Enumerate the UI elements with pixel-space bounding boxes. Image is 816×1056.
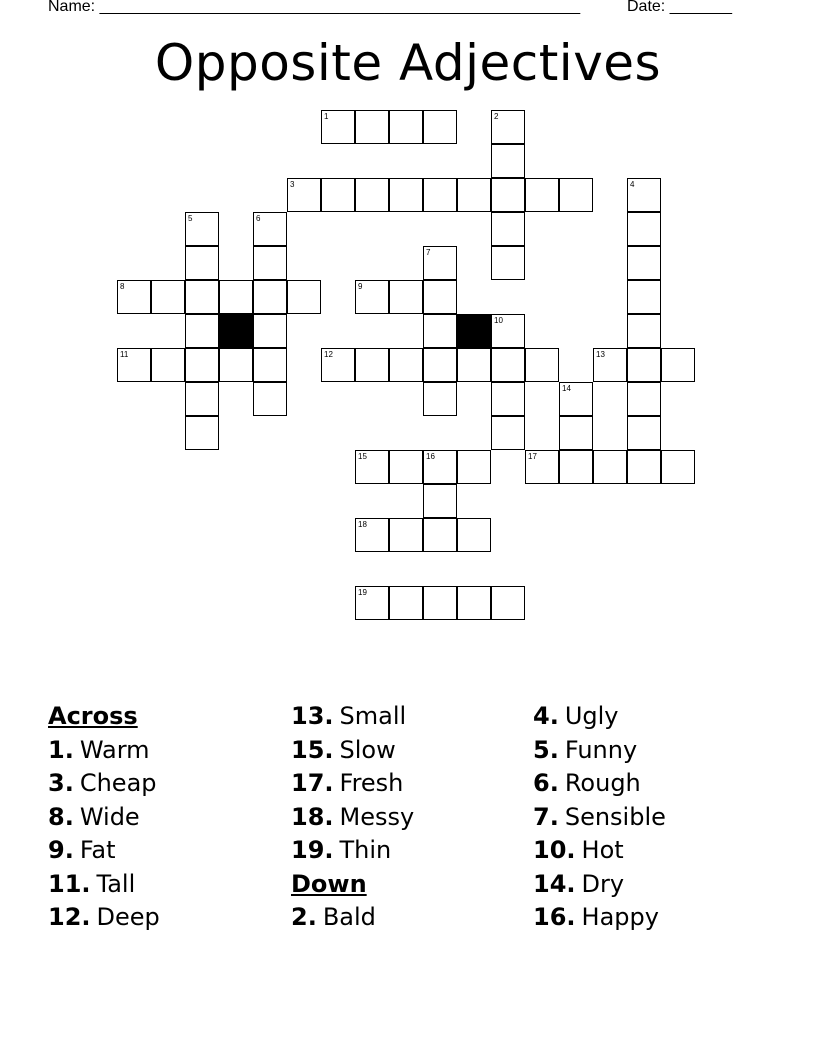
answer-cell[interactable] [559,178,593,212]
name-field-label: Name: ______________________________________________________ [48,0,581,15]
clue-number-label: 17 [528,452,537,461]
clue-text: Wide [79,802,140,831]
answer-cell[interactable] [491,246,525,280]
date-field-label: Date: _______ [627,0,732,15]
clue-number: 2. [291,903,317,931]
answer-cell[interactable] [389,178,423,212]
answer-cell[interactable] [559,450,593,484]
answer-cell[interactable] [457,518,491,552]
answer-cell[interactable] [593,450,627,484]
clue-number-label: 4 [630,180,635,189]
answer-cell[interactable] [491,212,525,246]
section-heading-text: Down [291,869,367,898]
clue-number: 8. [48,802,74,831]
answer-cell[interactable] [219,280,253,314]
clue-number: 1. [48,735,74,764]
answer-cell[interactable] [627,450,661,484]
clue-text: Funny [564,735,638,764]
clue-number-label: 11 [120,350,129,359]
answer-cell[interactable] [423,586,457,620]
answer-cell[interactable] [389,348,423,382]
answer-cell[interactable] [151,280,185,314]
clue-item [291,834,414,868]
answer-cell[interactable] [423,518,457,552]
clue-column-1 [48,700,160,935]
clue-number-label: 15 [358,452,367,461]
answer-cell[interactable] [253,280,287,314]
clue-text: Bald [322,903,376,931]
answer-cell[interactable] [491,586,525,620]
answer-cell[interactable] [627,382,661,416]
clue-number-label: 12 [324,350,333,359]
clue-item [533,700,666,734]
answer-cell[interactable] [661,450,695,484]
clue-number: 19. [291,836,334,864]
clue-number: 17. [291,769,334,797]
clue-number: 7. [533,802,559,831]
answer-cell[interactable] [389,450,423,484]
black-square [219,314,253,348]
answer-cell[interactable] [185,416,219,450]
answer-cell[interactable] [185,314,219,348]
clue-text: Hot [581,836,624,864]
clue-number: 5. [533,735,559,764]
black-square [457,314,491,348]
answer-cell[interactable] [185,382,219,416]
section-heading-text: Across [48,702,138,730]
clue-number-label: 2 [494,112,499,121]
clue-item [48,868,160,902]
answer-cell[interactable] [491,382,525,416]
answer-cell[interactable] [389,280,423,314]
clue-text: Slow [339,735,396,764]
answer-cell[interactable] [355,348,389,382]
clue-number-label: 19 [358,588,367,597]
clue-number: 14. [533,869,576,898]
page-title: Opposite Adjectives [154,34,662,92]
clue-number-label: 1 [324,112,329,121]
clue-column-3 [533,700,666,935]
clue-text: Rough [564,769,641,797]
clue-number: 18. [291,802,334,831]
answer-cell[interactable] [661,348,695,382]
clue-text: Fresh [339,769,404,797]
clue-item [291,801,414,835]
clue-text: Messy [339,802,415,831]
clue-number-label: 8 [120,282,125,291]
clue-number-label: 10 [494,316,503,325]
clue-text: Happy [581,903,659,931]
clue-item [48,801,160,835]
answer-cell[interactable] [253,382,287,416]
clue-text: Sensible [564,802,666,831]
clue-item [533,801,666,835]
clue-number-label: 13 [596,350,605,359]
clue-text: Small [339,702,407,730]
answer-cell[interactable] [389,518,423,552]
answer-cell[interactable] [457,450,491,484]
clue-number: 13. [291,702,334,730]
clue-item [291,734,414,768]
clue-number-label: 3 [290,180,295,189]
answer-cell[interactable] [627,212,661,246]
clue-number-label: 9 [358,282,363,291]
answer-cell[interactable] [627,416,661,450]
clue-text: Dry [581,869,625,898]
answer-cell[interactable] [457,178,491,212]
clue-number: 9. [48,836,74,864]
answer-cell[interactable] [219,348,253,382]
answer-cell[interactable] [389,110,423,144]
clue-text: Warm [79,735,150,764]
answer-cell[interactable] [355,178,389,212]
answer-cell[interactable] [253,314,287,348]
answer-cell[interactable] [253,348,287,382]
clue-text: Thin [339,836,392,864]
clue-item [533,868,666,902]
clue-section-heading [48,700,160,734]
clue-number: 12. [48,903,91,931]
answer-cell[interactable] [253,246,287,280]
answer-cell[interactable] [491,178,525,212]
clue-item [48,767,160,801]
answer-cell[interactable] [185,348,219,382]
clue-number: 16. [533,903,576,931]
clue-number: 10. [533,836,576,864]
clue-text: Tall [96,869,136,898]
answer-cell[interactable] [627,348,661,382]
answer-cell[interactable] [151,348,185,382]
clue-item [48,901,160,935]
answer-cell[interactable] [559,416,593,450]
clue-column-2 [291,700,414,935]
clue-item [291,901,414,935]
answer-cell[interactable] [457,586,491,620]
clue-section-heading [291,868,414,902]
clue-number-label: 18 [358,520,367,529]
answer-cell[interactable] [185,246,219,280]
answer-cell[interactable] [321,178,355,212]
clue-number-label: 16 [426,452,435,461]
answer-cell[interactable] [457,348,491,382]
answer-cell[interactable] [423,348,457,382]
answer-cell[interactable] [389,586,423,620]
clue-item [533,834,666,868]
clue-item [533,767,666,801]
clue-item [48,834,160,868]
clue-item [48,734,160,768]
clue-number: 4. [533,702,559,730]
clue-number-label: 14 [562,384,571,393]
answer-cell[interactable] [491,144,525,178]
answer-cell[interactable] [627,280,661,314]
answer-cell[interactable] [491,348,525,382]
answer-cell[interactable] [423,314,457,348]
clue-number: 6. [533,769,559,797]
answer-cell[interactable] [423,484,457,518]
clue-item [291,700,414,734]
clue-number: 3. [48,769,74,797]
answer-cell[interactable] [185,280,219,314]
clue-number-label: 7 [426,248,431,257]
clue-text: Deep [96,903,160,931]
clue-number: 15. [291,735,334,764]
clue-item [533,734,666,768]
clue-text: Ugly [564,702,619,730]
answer-cell[interactable] [423,280,457,314]
clue-item [533,901,666,935]
answer-cell[interactable] [525,348,559,382]
clue-number: 11. [48,869,91,898]
answer-cell[interactable] [287,280,321,314]
answer-cell[interactable] [491,416,525,450]
answer-cell[interactable] [355,110,389,144]
answer-cell[interactable] [627,314,661,348]
answer-cell[interactable] [423,382,457,416]
answer-cell[interactable] [525,178,559,212]
clue-item [291,767,414,801]
answer-cell[interactable] [423,110,457,144]
clue-number-label: 5 [188,214,193,223]
clue-text: Fat [79,836,116,864]
answer-cell[interactable] [627,246,661,280]
clue-text: Cheap [79,769,157,797]
answer-cell[interactable] [423,178,457,212]
clue-number-label: 6 [256,214,261,223]
